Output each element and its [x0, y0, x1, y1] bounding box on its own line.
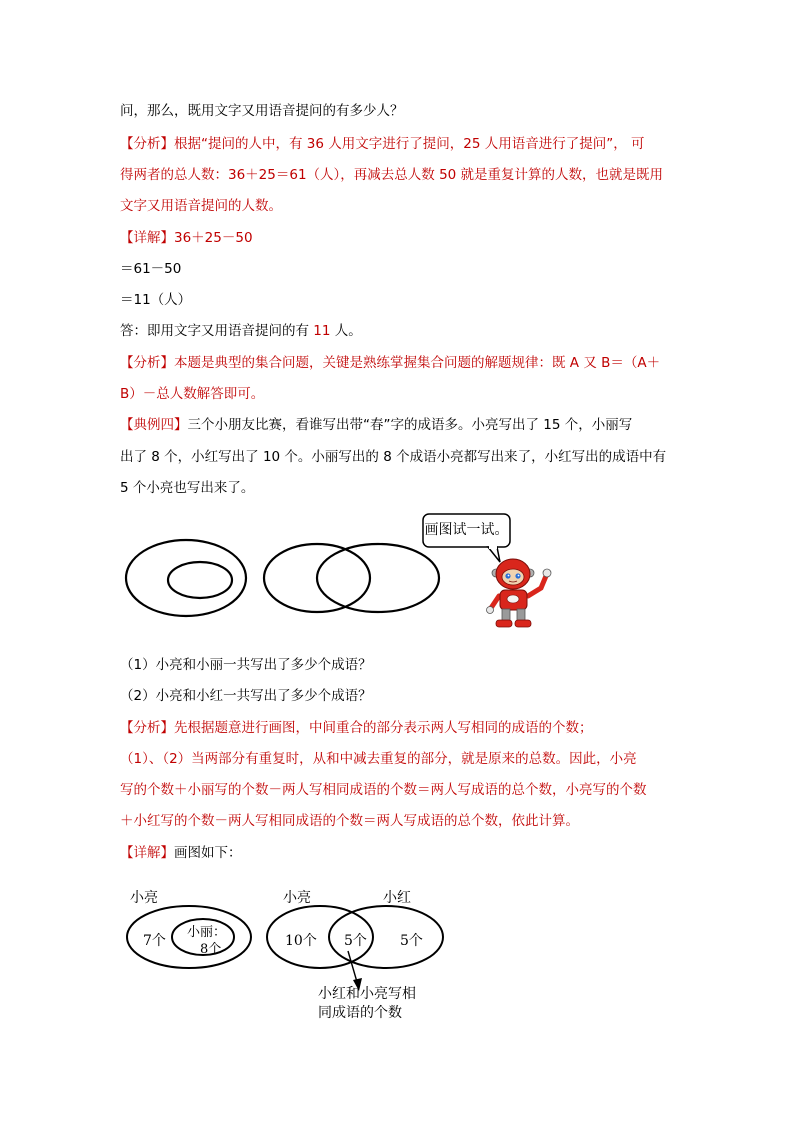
venn1-inner-label: 小丽： [187, 925, 227, 940]
example-tag: 【典例四】 [120, 417, 188, 433]
venn2-right-count: 5个 [400, 933, 423, 949]
analysis-text: 先根据题意进行画图，中间重合的部分表示两人写相同的成语的个数； [174, 720, 593, 736]
analysis-1-line-2: 得两者的总人数：36＋25＝61（人），再减去总人数 50 就是重复计算的人数，也就是既用 [120, 167, 664, 183]
solution-1-line-2: ＝61－50 [120, 261, 182, 277]
example-text: 三个小朋友比赛，看谁写出带“春”字的成语多。小亮写出了 15 个，小丽写 [187, 417, 633, 433]
solution-tag: 【详解】 [120, 230, 174, 246]
answer-prefix: 答：即用文字又用语音提问的有 [120, 323, 314, 339]
solution-tag: 【详解】 [120, 845, 174, 861]
problem-continuation: 问，那么，既用文字又用语音提问的有多少人？ [120, 103, 404, 119]
solution-1-line-3: ＝11（人） [120, 292, 192, 308]
analysis-1-line-3: 文字又用语音提问的人数。 [120, 198, 282, 214]
answer-number: 11 [313, 323, 331, 339]
venn2-left-label: 小亮 [283, 890, 311, 906]
analysis-3-line-3: 写的个数＋小丽写的个数－两人写相同成语的个数＝两人写成语的总个数，小亮写的个数 [120, 782, 647, 798]
venn2-right-label: 小红 [383, 890, 411, 906]
solution-step: 36＋25－50 [174, 230, 253, 246]
solution-text: 画图如下： [174, 845, 242, 861]
example-4-line-2: 出了 8 个，小红写出了 10 个。小丽写出的 8 个成语小亮都写出来了，小红写出的成语中有 [120, 449, 667, 465]
analysis-tag: 【分析】 [120, 720, 174, 736]
arrow-line [348, 951, 357, 982]
analysis-3-line-4: ＋小红写的个数－两人写相同成语的个数＝两人写成语的总个数，依此计算。 [120, 813, 579, 829]
venn2-left-count: 10个 [285, 933, 317, 949]
analysis-3-line-2: （1）、（2）当两部分有重复时，从和中减去重复的部分，就是原来的总数。因此，小亮 [120, 751, 637, 767]
analysis-tag: 【分析】 [120, 136, 174, 152]
venn2-note [318, 985, 416, 1023]
speech-bubble-text: 画图试一试。 [424, 522, 509, 538]
venn1-outer-count: 7个 [143, 933, 166, 949]
example-4-line-3: 5 个小亮也写出来了。 [120, 480, 255, 496]
question-1: （1）小亮和小丽一共写出了多少个成语？ [120, 657, 372, 673]
analysis-tag: 【分析】 [120, 355, 174, 371]
venn2-mid-count: 5个 [344, 933, 367, 949]
analysis-text: 根据“提问的人中，有 36 人用文字进行了提问，25 人用语音进行了提问”， 可 [174, 136, 645, 152]
question-2: （2）小亮和小红一共写出了多少个成语？ [120, 688, 372, 704]
venn1-outer-label: 小亮 [130, 890, 158, 906]
venn1-inner-count: 8个 [200, 942, 222, 957]
answer-suffix: 人。 [330, 323, 362, 339]
analysis-text: 本题是典型的集合问题，关键是熟练掌握集合问题的解题规律：既 A 又 B＝（A＋ [174, 355, 661, 371]
analysis-2-line-2: B）－总人数解答即可。 [120, 386, 265, 402]
venn2-note-line-1: 小红和小亮写相 [318, 986, 416, 1002]
venn2-note-line-2: 同成语的个数 [318, 1005, 402, 1021]
